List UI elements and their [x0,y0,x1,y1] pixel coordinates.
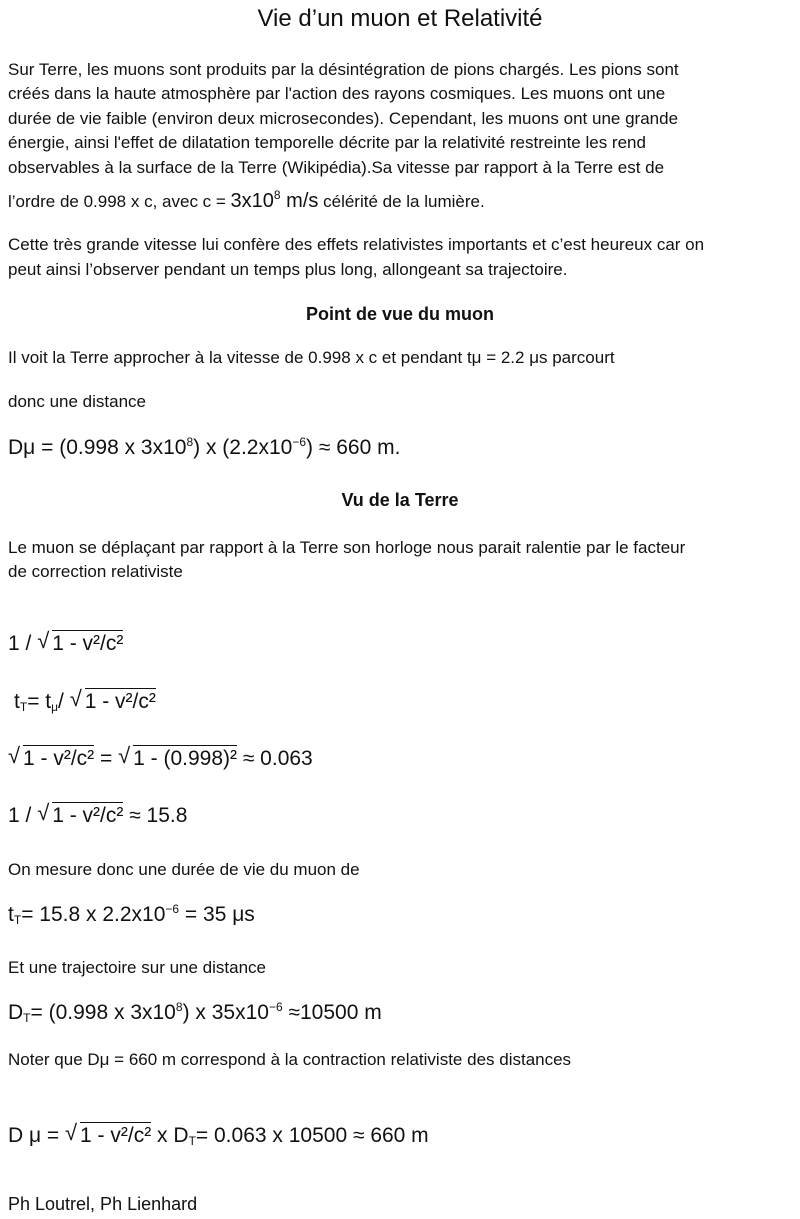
intro-line-6-end: célérité de la lumière. [318,192,485,211]
earth-view-line-5: Noter que Dμ = 660 m correspond à la contraction relativiste des distances [8,1050,572,1069]
equation-muon-distance [8,435,400,460]
eq-part: = 15.8 x 2.2x10 [21,903,166,926]
radicand: 1 - v²/c² [23,747,95,770]
eq-part: D μ = [8,1124,66,1147]
intro-line-2: créés dans la haute atmosphère par l'action des rayons cosmiques. Les muons ont une [8,84,666,103]
eq-part: / [58,690,70,713]
eq-part: ) x (2.2x10 [193,436,293,459]
eq-part: = [94,747,119,770]
equation-lifetime [8,902,255,927]
eq-exponent: 8 [186,435,194,449]
equation-earth-distance [8,1000,382,1025]
intro-line-4: énergie, ainsi l'effet de dilatation temporelle décrite par la relativité restreinte les rend [8,133,646,152]
sqrt-symbol [70,688,156,714]
eq-part: = t [27,690,52,713]
eq-part: ≈ 15.8 [123,804,188,827]
sqrt-symbol [65,1122,151,1148]
eq-part: = 0.063 x 10500 ≈ 660 m [195,1124,429,1147]
light-speed-value: 3x10 [230,190,274,212]
equation-sqrt-value [8,745,313,771]
radicand: 1 - v²/c² [52,632,124,655]
eq-part: 1 / [8,632,38,655]
eq-exponent: −6 [165,902,180,916]
equation-lorentz-factor [8,630,123,656]
para2-line-2: peut ainsi l’observer pendant un temps plus long, allongeant sa trajectoire. [8,260,568,279]
radicand: 1 - v²/c² [52,804,124,827]
muon-view-line-1: Il voit la Terre approcher à la vitesse de 0.998 x c et pendant tμ = 2.2 μs parcourt [8,348,615,367]
intro-line-1: Sur Terre, les muons sont produits par la désintégration de pions chargés. Les pions sont [8,60,679,79]
light-speed-unit: m/s [280,190,319,212]
eq-subscript: T [13,913,22,927]
sqrt-symbol [37,802,123,828]
radicand: 1 - (0.998)² [133,747,237,770]
radicand: 1 - v²/c² [80,1124,152,1147]
eq-part: ≈10500 m [282,1001,382,1024]
sqrt-symbol [37,630,123,656]
equation-gamma-value [8,802,187,828]
eq-part: t [14,690,20,713]
authors: Ph Loutrel, Ph Lienhard [8,1194,198,1214]
eq-part: ) ≈ 660 m. [306,436,401,459]
intro-line-6-text: l’ordre de 0.998 x c, avec c = [8,192,231,211]
earth-view-line-1: Le muon se déplaçant par rapport à la Terre son horloge nous parait ralentie par le facteur [8,538,686,557]
eq-exponent: −6 [292,435,307,449]
equation-time-dilation [14,688,156,714]
sqrt-symbol [8,745,94,771]
radicand: 1 - v²/c² [84,690,156,713]
eq-exponent: 8 [175,1000,183,1014]
eq-part: ) x 35x10 [182,1001,269,1024]
eq-part: 1 / [8,804,38,827]
eq-exponent: −6 [268,1000,283,1014]
eq-subscript: T [188,1134,196,1148]
muon-view-line-2: donc une distance [8,392,146,411]
eq-part: x D [151,1124,189,1147]
sqrt-symbol [118,745,237,771]
eq-part: Dμ = (0.998 x 3x10 [8,436,187,459]
earth-view-line-3: On mesure donc une durée de vie du muon de [8,860,360,879]
para2-line-1: Cette très grande vitesse lui confère des effets relativistes importants et c’est heureux car on [8,235,705,254]
section-heading-earth: Vu de la Terre [341,490,459,510]
intro-line-5: observables à la surface de la Terre (Wikipédia).Sa vitesse par rapport à la Terre est de [8,158,665,177]
eq-subscript: μ [51,700,59,714]
light-speed-exponent: 8 [273,188,281,202]
eq-subscript: T [19,700,28,714]
page-title: Vie d’un muon et Relativité [257,5,543,32]
eq-part: = (0.998 x 3x10 [30,1001,176,1024]
intro-line-3: durée de vie faible (environ deux microsecondes). Cependant, les muons ont une grande [8,109,679,128]
section-heading-muon: Point de vue du muon [306,304,494,324]
eq-part: D [8,1001,24,1024]
earth-view-line-2: de correction relativiste [8,562,183,581]
earth-view-line-4: Et une trajectoire sur une distance [8,958,266,977]
equation-length-contraction [8,1122,429,1148]
eq-subscript: T [23,1011,31,1025]
intro-line-6 [8,183,485,215]
eq-part: = 35 μs [179,903,255,926]
eq-part: t [8,903,14,926]
eq-part: ≈ 0.063 [236,747,313,770]
